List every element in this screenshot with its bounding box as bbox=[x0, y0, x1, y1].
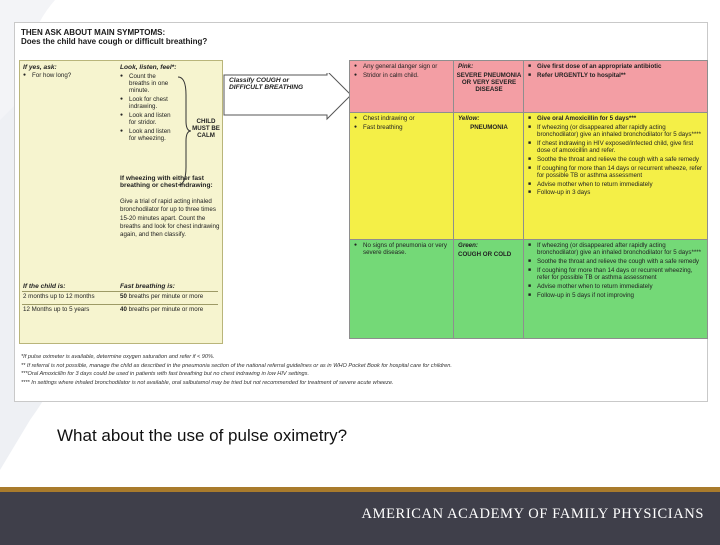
rate-text: breaths per minute or more bbox=[128, 293, 204, 300]
rate-row-1 bbox=[120, 294, 203, 301]
list-item: ● Fast breathing bbox=[354, 125, 450, 132]
rate-value: 40 bbox=[120, 306, 127, 313]
green-treatment-cell bbox=[523, 239, 708, 339]
pink-signs-cell bbox=[349, 60, 455, 114]
assessment-panel bbox=[19, 60, 223, 344]
footnote: ***Oral Amoxicillin for 3 days could be used in patients with fast breathing but no chest indrawing in low HIV settings. bbox=[21, 371, 310, 378]
list-item: ● Count the breaths in one minute. bbox=[120, 74, 176, 95]
list-item: ■ Give first dose of an appropriate antibiotic bbox=[528, 64, 704, 71]
footnotes bbox=[21, 353, 701, 388]
for-how-long bbox=[23, 73, 118, 82]
list-item: ■ Advise mother when to return immediately bbox=[528, 182, 704, 189]
list-item: ● For how long? bbox=[23, 73, 118, 80]
list-item: ● Look and listen for stridor. bbox=[120, 113, 176, 127]
age-row-1: 2 months up to 12 months bbox=[23, 293, 95, 300]
rate-value: 50 bbox=[120, 293, 127, 300]
list-item: ■ Refer URGENTLY to hospital** bbox=[528, 73, 704, 80]
list-item: ● Look and listen for wheezing. bbox=[120, 129, 176, 143]
brace-icon bbox=[176, 75, 192, 187]
if-child-is: If the child is: bbox=[23, 283, 66, 290]
list-item: ■ Soothe the throat and relieve the cough with a safe remedy bbox=[528, 157, 704, 164]
list-item: ■ If chest indrawing in HIV exposed/infected child, give first dose of amoxicillin and refer. bbox=[528, 141, 704, 155]
footnote: **** In settings where inhaled bronchodilator is not available, oral salbutamol may be tried but not recommended for treatment of severe acute wheeze. bbox=[21, 379, 394, 386]
fast-breathing-is: Fast breathing is: bbox=[120, 283, 175, 290]
if-yes-ask: If yes, ask: bbox=[23, 64, 57, 71]
class-label: Pink: bbox=[458, 63, 474, 70]
list-item: ■ If wheezing (or disappeared after rapidly acting bronchodilator) give an inhaled bronchodilator for 5 days**** bbox=[528, 243, 704, 257]
slide-question: What about the use of pulse oximetry? bbox=[57, 426, 348, 445]
list-item: ■ Follow-up in 5 days if not improving bbox=[528, 293, 704, 300]
list-item: ● No signs of pneumonia or very severe disease. bbox=[354, 243, 450, 257]
green-signs-cell bbox=[349, 239, 455, 339]
list-item: ■ Advise mother when to return immediately bbox=[528, 284, 704, 291]
list-item: ■ Follow-up in 3 days bbox=[528, 190, 704, 197]
pink-treatment-cell bbox=[523, 60, 708, 114]
wheezing-text: Give a trial of rapid acting inhaled bronchodilator for up to three times 15-20 minutes apart. Count the breaths and look for chest indrawing again, and then classify. bbox=[120, 198, 220, 239]
rate-text: breaths per minute or more bbox=[128, 306, 204, 313]
footer-bar bbox=[0, 487, 720, 545]
organization-name: AMERICAN ACADEMY OF FAMILY PHYSICIANS bbox=[361, 506, 704, 522]
list-item: ■ Soothe the throat and relieve the cough with a safe remedy bbox=[528, 259, 704, 266]
age-row-2: 12 Months up to 5 years bbox=[23, 306, 90, 313]
class-name: COUGH OR COLD bbox=[458, 251, 512, 258]
green-class-cell bbox=[453, 239, 525, 339]
rate-row-2 bbox=[120, 307, 203, 314]
footnote: *If pulse oximeter is available, determine oxygen saturation and refer if < 90%. bbox=[21, 354, 215, 360]
list-item: ■ If wheezing (or disappeared after rapidly acting bronchodilator) give an inhaled bronchodilator for 5 days**** bbox=[528, 125, 704, 139]
list-item: ■ If coughing for more than 14 days or recurrent wheeze, refer for possible TB or asthma assessment bbox=[528, 166, 704, 180]
yellow-treatment-cell bbox=[523, 112, 708, 241]
list-item: ● Look for chest indrawing. bbox=[120, 97, 176, 111]
footnote: ** If referral is not possible, manage the child as described in the pneumonia section of the national referral guidelines or as in WHO Pocket Book for hospital care for children. bbox=[21, 362, 452, 369]
list-item: ● Any general danger sign or bbox=[354, 64, 450, 71]
list-item: ● Stridor in calm child. bbox=[354, 73, 450, 80]
pink-class-cell bbox=[453, 60, 525, 114]
child-must-be-calm: CHILD MUST BE CALM bbox=[192, 118, 220, 139]
class-name: PNEUMONIA bbox=[470, 124, 508, 131]
class-label: Yellow: bbox=[458, 115, 480, 122]
classify-label: Classify COUGH or DIFFICULT BREATHING bbox=[229, 77, 304, 91]
assessment-signs bbox=[120, 74, 176, 144]
yellow-class-cell bbox=[453, 112, 525, 241]
list-item: ■ If coughing for more than 14 days or recurrent wheezing, refer for possible TB or asthma assessment bbox=[528, 268, 704, 282]
list-item: ■ Give oral Amoxicillin for 5 days*** bbox=[528, 116, 704, 123]
class-name: SEVERE PNEUMONIA OR VERY SEVERE DISEASE bbox=[456, 72, 522, 93]
yellow-signs-cell bbox=[349, 112, 455, 241]
imci-chart bbox=[14, 22, 708, 402]
header-line-2: Does the child have cough or difficult breathing? bbox=[21, 37, 208, 47]
wheezing-title: If wheezing with either fast breathing or chest indrawing: bbox=[120, 175, 213, 190]
look-listen-feel: Look, listen, feel*: bbox=[120, 64, 177, 71]
chart-header bbox=[21, 28, 207, 46]
list-item: ● Chest indrawing or bbox=[354, 116, 450, 123]
class-label: Green: bbox=[458, 242, 478, 249]
header-line-1: THEN ASK ABOUT MAIN SYMPTOMS: bbox=[21, 28, 166, 37]
